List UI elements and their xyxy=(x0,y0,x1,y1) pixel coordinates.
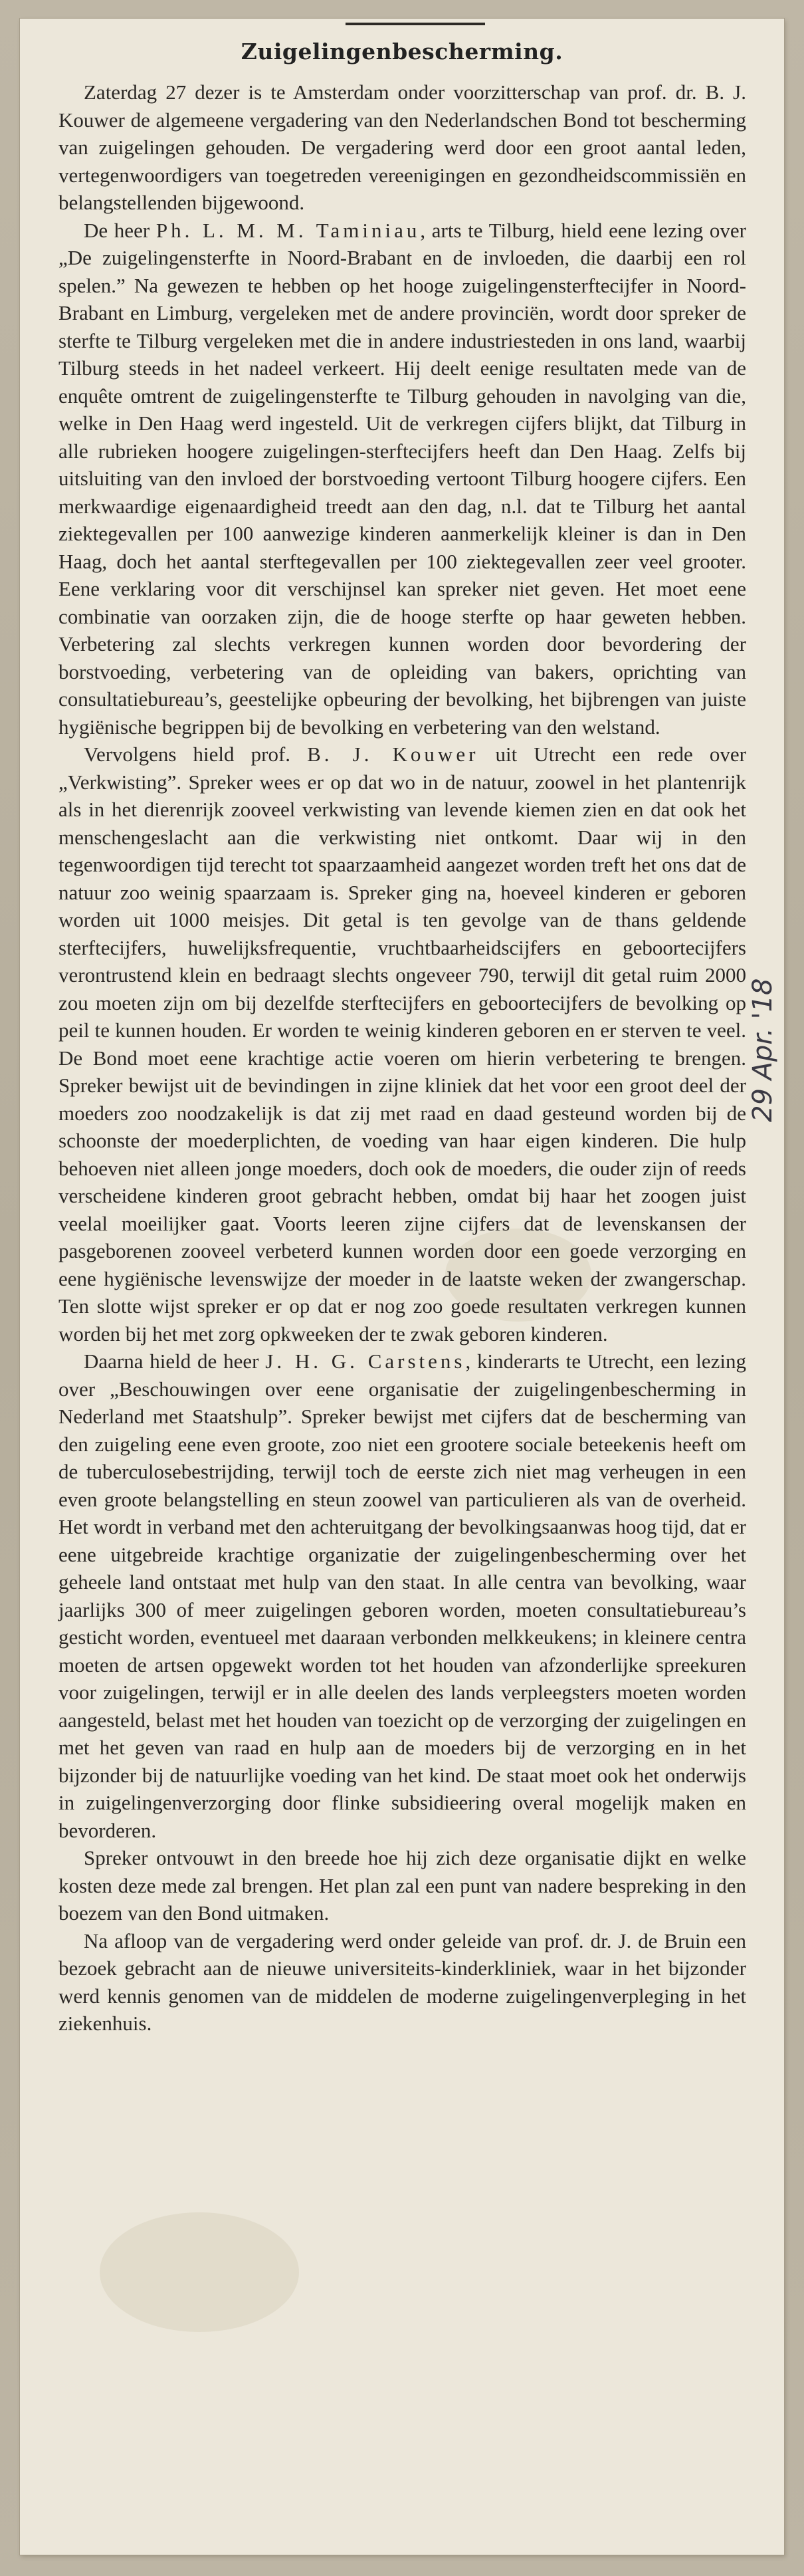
paragraph-organisation: Spreker ontvouwt in den breede hoe hij zich deze organisatie dijkt en welke kosten deze mede zal brengen. Het plan zal een punt van nadere bespreking in den boezem van den Bond uitmaken. xyxy=(58,1846,746,1925)
paragraph-opening: Zaterdag 27 dezer is te Amsterdam onder voorzitterschap van prof. dr. B. J. Kouwer de algemeene vergadering van den Nederlandschen Bond tot bescherming van zuigelingen gehouden. De vergadering werd door een groot aantal leden, vertegenwoordigers van toegetreden vereenigingen en gezondheidscommissiën en belangstellenden bijgewoond. xyxy=(58,80,746,214)
handwritten-annotation-area xyxy=(748,969,784,1129)
paragraph-closing: Na afloop van de vergadering werd onder geleide van prof. dr. J. de Bruin een bezoek gebracht aan de nieuwe universiteits-kinderkliniek, waar in het bijzonder werd kennis genomen van de middelen de moderne zuigelingenverpleging in het ziekenhuis. xyxy=(58,1929,746,2035)
article-body xyxy=(58,78,746,2038)
handwritten-date: 29 Apr. '18 xyxy=(748,978,778,1122)
article-title: Zuigelingenbescherming. xyxy=(241,39,563,64)
speaker-name: B. J. Kouwer xyxy=(307,743,479,766)
speaker-name: Ph. L. M. M. Taminiau xyxy=(155,218,421,242)
speaker-name: J. H. G. Carstens xyxy=(265,1349,466,1373)
newspaper-clipping xyxy=(20,19,784,2555)
top-rule xyxy=(346,23,485,25)
paragraph-taminiau: De heer Ph. L. M. M. Taminiau, arts te Tilburg, hield eene lezing over „De zuigelingensterfte in Noord-Brabant en de invloeden, die daarbij een rol spelen.” Na gewezen te hebben op het hooge zuigelingensterftecijfer in Noord-Brabant en Limburg, vergeleken met de andere provinciën, wordt door spreker de sterfte te Tilburg vergeleken met die in andere industriesteden in ons land, waarbij Tilburg steeds in het nadeel verkeert. Hij deelt eenige resultaten mede van de enquête omtrent de zuigelingensterfte te Tilburg gehouden in navolging van die, welke in Den Haag werd ingesteld. Uit de verkregen cijfers blijkt, dat Tilburg in alle rubrieken hoogere zuigelingen-sterftecijfers heeft dan Den Haag. Zelfs bij uitsluiting van den invloed der borstvoeding vertoont Tilburg hoogere cijfers. Een merkwaardige eigenaardigheid treedt aan den dag, n.l. dat te Tilburg het aantal ziektegevallen per 100 aanwezige kinderen aanmerkelijk kleiner is dan in Den Haag, doch het aantal sterftegevallen per 100 ziektegevallen zeer veel grooter. Eene verklaring voor dit verschijnsel kan spreker niet geven. Het moet eene combinatie van oorzaken zijn, die de hooge sterfte op haar geweten hebben. Verbetering zal slechts verkregen kunnen worden door bevordering der borstvoeding, verbetering van de opleiding van bakers, oprichting van consultatiebureau’s, geestelijke opbeuring der bevolking, het bijbrengen van juiste hygiënische begrippen bij de bevolking en verbetering van den welstand. xyxy=(58,218,746,739)
paper-stain xyxy=(100,2212,299,2332)
paragraph-carstens: Daarna hield de heer J. H. G. Carstens, kinderarts te Utrecht, een lezing over „Beschouwingen over eene organisatie der zuigelingenbescherming in Nederland met Staatshulp”. Spreker bewijst met cijfers dat de bescherming van den zuigeling eene even groote, zoo niet een grootere sociale beteekenis heeft om de tuberculosebestrijding, terwijl toch de eerste zich niet mag verheugen in een even groote belangstelling en steun zoowel van particulieren als van de overheid. Het wordt in verband met den achteruitgang der bevolkingsaanwas hoog tijd, dat er eene uitgebreide krachtige organizatie der zuigelingenbescherming over het geheele land ontstaat met hulp van den staat. In alle centra van bevolking, waar jaarlijks 300 of meer zuigelingen geboren worden, moeten consultatiebureau’s gesticht worden, eventueel met daaraan verbonden melkkeukens; in kleinere centra moeten de artsen opgewekt worden tot het houden van afzonderlijke spreekuren voor zuigelingen, terwijl er in alle deelen des lands verpleegsters moeten worden aangesteld, belast met het houden van toezicht op de verzorging der zuigelingen en met het geven van raad en hulp aan de moeders bij de verzorging en in het bijzonder bij de natuurlijke voeding van het kind. De staat moet ook het onderwijs in zuigelingenverzorging door flinke subsidieering overal mogelijk maken en bevorderen. xyxy=(58,1349,746,1842)
paragraph-kouwer: Vervolgens hield prof. B. J. Kouwer uit Utrecht een rede over „Verkwisting”. Spreker wees er op dat wo in de natuur, zoowel in het plantenrijk als in het dierenrijk zooveel verkwisting van levende kiemen zien en dat ook het menschengeslacht aan die verkwisting niet ontkomt. Daar wij in den tegenwoordigen tijd terecht tot spaarzaamheid aangezet worden treft het ons dat de natuur zoo weinig spaarzaam is. Spreker ging na, hoeveel kinderen er geboren worden uit 1000 meisjes. Dit getal is ten gevolge van de thans geldende sterftecijfers, huwelijksfrequentie, vruchtbaarheidscijfers en geboortecijfers verontrustend klein en bedraagt slechts ongeveer 790, terwijl dit getal ruim 2000 zou moeten zijn om bij dezelfde sterftecijfers en geboortecijfers de bevolking op peil te kunnen houden. Er worden te weinig kinderen geboren en er sterven te veel. De Bond moet eene krachtige actie voeren om hierin verbetering te brengen. Spreker bewijst uit de bevindingen in zijne kliniek dat het voor een groot deel der moeders zoo noodzakelijk is dat zij met raad en daad gesteund worden bij de schoonste der moederplichten, de voeding van haar eigen kinderen. Die hulp behoeven niet alleen jonge moeders, doch ook de moeders, die ouder zijn of reeds verscheidene kinderen groot gebracht hebben, omdat bij haar het zoogen juist veelal moeilijker gaat. Voorts leeren zijne cijfers dat de levenskansen der pasgeborenen zooveel verbeterd kunnen worden door een goede verzorging en eene hygiënische levenswijze der moeder in de laatste weken der zwangerschap. Ten slotte wijst spreker er op dat er nog zoo goede resultaten verkregen kunnen worden bij het met zorg opkweeken der te zwak geboren kinderen. xyxy=(58,743,746,1346)
